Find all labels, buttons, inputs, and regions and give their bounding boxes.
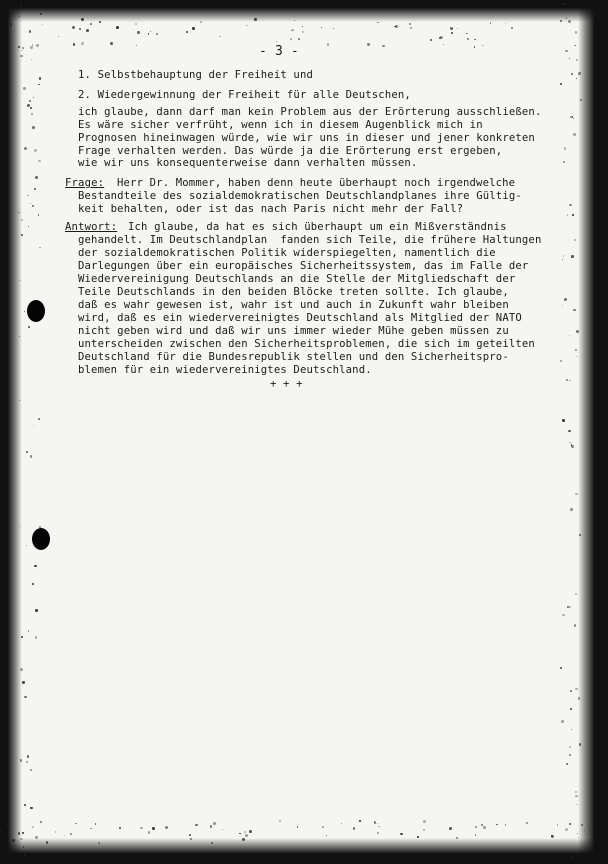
scan-speck bbox=[571, 855, 573, 857]
scan-speck bbox=[137, 31, 140, 34]
scan-speck bbox=[26, 451, 28, 453]
scan-speck bbox=[569, 823, 571, 825]
scan-speck bbox=[1, 37, 2, 38]
text-line: Deutschland für die Bundesrepublik stellen und den Sicherheitspro- bbox=[78, 351, 509, 363]
scan-speck bbox=[474, 46, 476, 48]
scan-speck bbox=[34, 149, 36, 151]
scan-speck bbox=[551, 835, 554, 838]
scan-speck bbox=[496, 824, 497, 825]
scan-speck bbox=[451, 32, 453, 34]
scan-speck bbox=[35, 609, 38, 612]
scan-speck bbox=[482, 45, 484, 47]
text-line: blemen für ein wiedervereinigtes Deutschland. bbox=[78, 364, 372, 376]
scan-speck bbox=[30, 107, 32, 109]
scan-speck bbox=[382, 45, 385, 48]
scan-speck bbox=[575, 688, 577, 690]
scan-speck bbox=[591, 20, 594, 23]
scan-speck bbox=[24, 854, 26, 856]
scan-speck bbox=[564, 298, 566, 300]
end-mark: + + + bbox=[270, 378, 303, 390]
scan-speck bbox=[32, 126, 35, 129]
scan-speck bbox=[576, 330, 579, 333]
scan-speck bbox=[26, 761, 28, 763]
scan-speck bbox=[39, 77, 41, 79]
scan-speck bbox=[245, 834, 248, 837]
scan-speck bbox=[31, 59, 33, 61]
scan-speck bbox=[563, 255, 564, 256]
scan-speck bbox=[22, 681, 24, 683]
scan-speck bbox=[20, 4, 22, 6]
scan-speck bbox=[409, 23, 411, 25]
scan-speck bbox=[573, 309, 575, 311]
punch-hole-upper bbox=[27, 300, 45, 322]
scan-speck bbox=[190, 838, 192, 840]
scan-speck bbox=[574, 624, 577, 627]
scan-speck bbox=[95, 823, 97, 825]
scan-speck bbox=[75, 823, 76, 824]
scan-speck bbox=[27, 755, 29, 757]
scan-speck bbox=[566, 17, 568, 19]
scan-speck bbox=[72, 26, 75, 29]
scan-speck bbox=[23, 87, 26, 90]
scan-speck bbox=[569, 606, 572, 609]
scan-speck bbox=[28, 630, 30, 632]
scan-speck bbox=[297, 826, 298, 827]
scan-speck bbox=[135, 23, 137, 25]
scan-speck bbox=[86, 29, 89, 32]
scan-speck bbox=[377, 823, 378, 824]
scan-speck bbox=[219, 36, 221, 38]
scan-speck bbox=[575, 31, 577, 33]
text-line: Bestandteile des sozialdemokratischen Deutschlandplanes ihre Gültig- bbox=[78, 190, 522, 202]
scan-speck bbox=[21, 234, 24, 237]
scan-speck bbox=[249, 830, 252, 833]
scan-speck bbox=[571, 73, 572, 74]
scan-speck bbox=[571, 255, 574, 258]
scan-speck bbox=[568, 430, 570, 432]
list-item-1: 1. Selbstbehauptung der Freiheit und bbox=[78, 69, 314, 81]
scan-speck bbox=[566, 763, 568, 765]
scan-speck bbox=[562, 259, 563, 260]
scan-speck bbox=[475, 826, 477, 828]
scan-speck bbox=[34, 188, 35, 189]
scan-speck bbox=[302, 26, 303, 27]
scan-speck bbox=[279, 820, 281, 822]
scan-speck bbox=[152, 827, 155, 830]
scan-speck bbox=[565, 828, 568, 831]
answer-label: Antwort: bbox=[65, 221, 118, 233]
scan-speck bbox=[327, 43, 330, 46]
scan-speck bbox=[575, 791, 577, 793]
text-line: unterscheiden zwischen den Sicherheitsproblemen, die sich im geteilten bbox=[78, 338, 535, 350]
scan-speck bbox=[341, 823, 342, 824]
scan-speck bbox=[567, 214, 568, 215]
scan-speck bbox=[244, 831, 246, 833]
page-number: - 3 - bbox=[259, 44, 299, 59]
scan-speck bbox=[570, 508, 573, 511]
scan-speck bbox=[562, 305, 563, 306]
scan-speck bbox=[467, 38, 469, 40]
text-line: daß es wahr gewesen ist, wahr ist und auch in Zukunft wahr bleiben bbox=[78, 299, 509, 311]
scan-speck bbox=[20, 55, 23, 58]
scan-speck bbox=[571, 729, 573, 731]
scan-border-left bbox=[0, 0, 22, 864]
text-line: Herr Dr. Mommer, haben denn heute überhaupt noch irgendwelche bbox=[117, 177, 516, 189]
scan-speck bbox=[10, 23, 13, 26]
scan-speck bbox=[30, 455, 32, 457]
text-line: gehandelt. Im Deutschlandplan fanden sich Teile, die frühere Haltungen bbox=[78, 234, 542, 246]
scan-speck bbox=[367, 43, 370, 46]
scan-speck bbox=[298, 38, 300, 40]
scan-speck bbox=[239, 833, 241, 835]
scan-speck bbox=[423, 829, 425, 831]
scan-speck bbox=[29, 100, 31, 102]
scan-speck bbox=[32, 826, 34, 828]
scan-speck bbox=[254, 18, 256, 20]
scan-speck bbox=[569, 58, 570, 59]
scan-speck bbox=[21, 636, 23, 638]
scan-speck bbox=[98, 842, 100, 844]
scan-speck bbox=[578, 837, 579, 838]
scan-speck bbox=[483, 826, 486, 829]
scan-speck bbox=[573, 133, 575, 135]
scan-speck bbox=[189, 834, 191, 836]
scan-speck bbox=[505, 824, 507, 826]
scan-speck bbox=[475, 834, 476, 835]
scan-speck bbox=[394, 26, 395, 27]
text-line: Ich glaube, da hat es sich überhaupt um ein Mißverständnis bbox=[128, 221, 507, 233]
scan-speck bbox=[562, 614, 564, 616]
scan-speck bbox=[73, 43, 76, 46]
scan-speck bbox=[70, 833, 72, 835]
scan-speck bbox=[36, 44, 39, 47]
scan-speck bbox=[200, 21, 202, 23]
scan-speck bbox=[569, 380, 571, 382]
scan-speck bbox=[575, 593, 577, 595]
scan-speck bbox=[505, 23, 506, 24]
scan-speck bbox=[353, 827, 356, 830]
scan-speck bbox=[33, 425, 34, 426]
scan-speck bbox=[148, 33, 150, 35]
scan-speck bbox=[38, 160, 41, 163]
scan-speck bbox=[557, 824, 559, 826]
text-line: keit behalten, oder ist das nach Paris nicht mehr der Fall? bbox=[78, 203, 464, 215]
scan-speck bbox=[119, 827, 121, 829]
text-line: Teile Deutschlands in den beiden Blöcke treten sollte. Ich glaube, bbox=[78, 286, 509, 298]
scan-speck bbox=[569, 335, 570, 336]
scan-speck bbox=[290, 38, 292, 40]
scan-speck bbox=[38, 214, 40, 216]
scan-speck bbox=[450, 27, 453, 30]
scan-speck bbox=[575, 349, 577, 351]
scan-speck bbox=[42, 24, 44, 26]
scan-speck bbox=[31, 113, 33, 115]
scan-speck bbox=[359, 820, 360, 821]
scan-speck bbox=[32, 583, 34, 585]
scan-speck bbox=[64, 835, 65, 836]
scan-speck bbox=[569, 754, 571, 756]
scan-speck bbox=[34, 565, 36, 567]
scan-speck bbox=[449, 827, 452, 830]
scan-border-top bbox=[0, 0, 608, 22]
punch-hole-lower bbox=[32, 528, 50, 550]
scan-speck bbox=[443, 44, 444, 45]
scan-speck bbox=[18, 832, 20, 834]
scan-speck bbox=[150, 31, 152, 33]
scan-speck bbox=[58, 36, 60, 38]
scan-speck bbox=[116, 26, 119, 29]
text-line: wie wir uns konsequenterweise dann verhalten müssen. bbox=[78, 157, 418, 169]
scan-speck bbox=[24, 804, 26, 806]
scan-speck bbox=[322, 826, 324, 828]
scan-speck bbox=[148, 831, 150, 833]
scan-speck bbox=[276, 41, 277, 42]
scan-speck bbox=[417, 836, 419, 838]
scan-speck bbox=[560, 360, 562, 362]
scan-speck bbox=[321, 27, 322, 28]
scan-speck bbox=[30, 769, 32, 771]
scan-speck bbox=[570, 708, 572, 710]
scan-speck bbox=[26, 545, 27, 546]
scan-speck bbox=[90, 828, 92, 830]
scan-speck bbox=[466, 33, 467, 34]
scan-speck bbox=[33, 97, 35, 99]
scan-speck bbox=[20, 668, 23, 671]
scan-speck bbox=[430, 39, 432, 41]
scan-speck bbox=[30, 807, 32, 809]
scan-speck bbox=[27, 195, 29, 197]
scan-speck bbox=[35, 636, 37, 638]
scan-speck bbox=[210, 825, 212, 827]
scan-speck bbox=[28, 326, 30, 328]
scan-speck bbox=[32, 44, 33, 45]
scan-speck bbox=[570, 690, 572, 692]
scan-speck bbox=[567, 606, 569, 608]
scan-speck bbox=[12, 839, 15, 842]
scan-speck bbox=[195, 824, 198, 827]
scan-speck bbox=[20, 759, 22, 761]
scan-speck bbox=[40, 821, 42, 823]
text-line: Es wäre sicher verfrüht, wenn ich in diesem Augenblick mich in bbox=[78, 119, 483, 131]
scan-speck bbox=[110, 42, 113, 45]
scan-speck bbox=[326, 835, 327, 836]
scan-speck bbox=[400, 833, 403, 836]
scan-speck bbox=[565, 50, 568, 53]
scan-speck bbox=[186, 31, 188, 33]
scan-speck bbox=[573, 118, 574, 119]
scan-speck bbox=[580, 99, 582, 101]
scan-speck bbox=[571, 445, 574, 448]
scan-speck bbox=[474, 39, 475, 40]
scan-speck bbox=[457, 28, 458, 29]
text-line: ich glaube, dann darf man kein Problem aus der Erörterung ausschließen. bbox=[78, 106, 542, 118]
scan-border-right bbox=[578, 0, 608, 864]
scan-speck bbox=[576, 59, 578, 61]
scan-speck bbox=[90, 23, 92, 25]
scan-speck bbox=[81, 18, 83, 20]
scan-border-bottom bbox=[0, 838, 608, 864]
scan-speck bbox=[574, 239, 576, 241]
scan-speck bbox=[156, 33, 158, 35]
scan-speck bbox=[578, 72, 581, 75]
scan-speck bbox=[81, 42, 83, 44]
text-line: nicht geben wird und daß wir uns immer wieder Mühe geben müssen zu bbox=[78, 325, 509, 337]
scan-speck bbox=[39, 526, 41, 528]
scan-speck bbox=[246, 25, 248, 27]
scan-speck bbox=[302, 31, 304, 33]
scan-speck bbox=[579, 743, 581, 745]
scan-speck bbox=[561, 720, 564, 723]
scan-speck bbox=[423, 820, 426, 823]
scan-speck bbox=[18, 16, 19, 17]
scan-speck bbox=[24, 696, 27, 699]
scan-speck bbox=[581, 824, 583, 826]
scan-speck bbox=[38, 84, 39, 85]
scan-speck bbox=[192, 27, 195, 30]
scan-speck bbox=[560, 667, 562, 669]
scan-speck bbox=[22, 50, 23, 51]
scan-speck bbox=[562, 419, 565, 422]
scan-speck bbox=[568, 20, 571, 23]
text-line: Frage verhalten werden. Das würde ja die Erörterung erst ergeben, bbox=[78, 145, 503, 157]
scan-speck bbox=[30, 203, 31, 204]
scan-speck bbox=[377, 832, 379, 834]
scan-speck bbox=[560, 20, 561, 21]
scan-speck bbox=[378, 826, 380, 828]
scan-speck bbox=[29, 30, 31, 32]
scan-speck bbox=[571, 444, 572, 445]
scan-speck bbox=[564, 147, 567, 150]
scan-speck bbox=[30, 46, 33, 49]
scan-speck bbox=[213, 822, 216, 825]
scan-speck bbox=[410, 27, 413, 30]
scan-speck bbox=[39, 247, 40, 248]
text-line: Prognosen hineinwagen würde, wie wir uns in dieser und jener konkreten bbox=[78, 132, 535, 144]
scan-speck bbox=[28, 226, 29, 227]
scan-speck bbox=[574, 45, 576, 47]
scan-speck bbox=[38, 418, 39, 419]
scan-speck bbox=[511, 27, 513, 29]
scan-speck bbox=[563, 161, 565, 163]
text-line: wird, daß es ein wiedervereinigtes Deutschland als Mitglied der NATO bbox=[78, 312, 522, 324]
scan-speck bbox=[569, 442, 570, 443]
scan-speck bbox=[576, 78, 577, 79]
scan-speck bbox=[24, 311, 25, 312]
scan-speck bbox=[18, 46, 19, 47]
scan-speck bbox=[79, 28, 81, 30]
text-line: Wiedervereinigung Deutschlands an die Stelle der Mitgliedschaft der bbox=[78, 273, 516, 285]
scan-speck bbox=[377, 22, 379, 24]
scan-speck bbox=[572, 214, 573, 215]
scan-speck bbox=[55, 831, 56, 832]
scan-speck bbox=[99, 21, 101, 23]
list-item-2: 2. Wiedergewinnung der Freiheit für alle Deutschen, bbox=[78, 89, 411, 101]
scan-speck bbox=[439, 37, 441, 39]
text-line: Darlegungen über ein europäisches Sicherheitssystem, das im Falle der bbox=[78, 260, 529, 272]
scan-speck bbox=[140, 827, 143, 830]
scan-speck bbox=[569, 746, 571, 748]
scan-speck bbox=[24, 147, 27, 150]
scan-speck bbox=[21, 219, 23, 221]
scan-speck bbox=[35, 176, 38, 179]
question-label: Frage: bbox=[65, 177, 105, 189]
scan-speck bbox=[578, 697, 581, 700]
scan-speck bbox=[46, 841, 48, 843]
scan-speck bbox=[32, 205, 35, 208]
scan-speck bbox=[526, 822, 528, 824]
scan-speck bbox=[569, 204, 571, 206]
text-line: der sozialdemokratischen Politik widerspiegelten, namentlich die bbox=[78, 247, 496, 259]
scan-speck bbox=[136, 45, 137, 46]
scan-speck bbox=[490, 22, 492, 24]
scan-speck bbox=[292, 29, 294, 31]
scan-speck bbox=[333, 28, 334, 29]
scan-speck bbox=[165, 826, 168, 829]
scan-speck bbox=[222, 829, 223, 830]
scan-speck bbox=[560, 83, 562, 85]
scan-speck bbox=[22, 832, 23, 833]
